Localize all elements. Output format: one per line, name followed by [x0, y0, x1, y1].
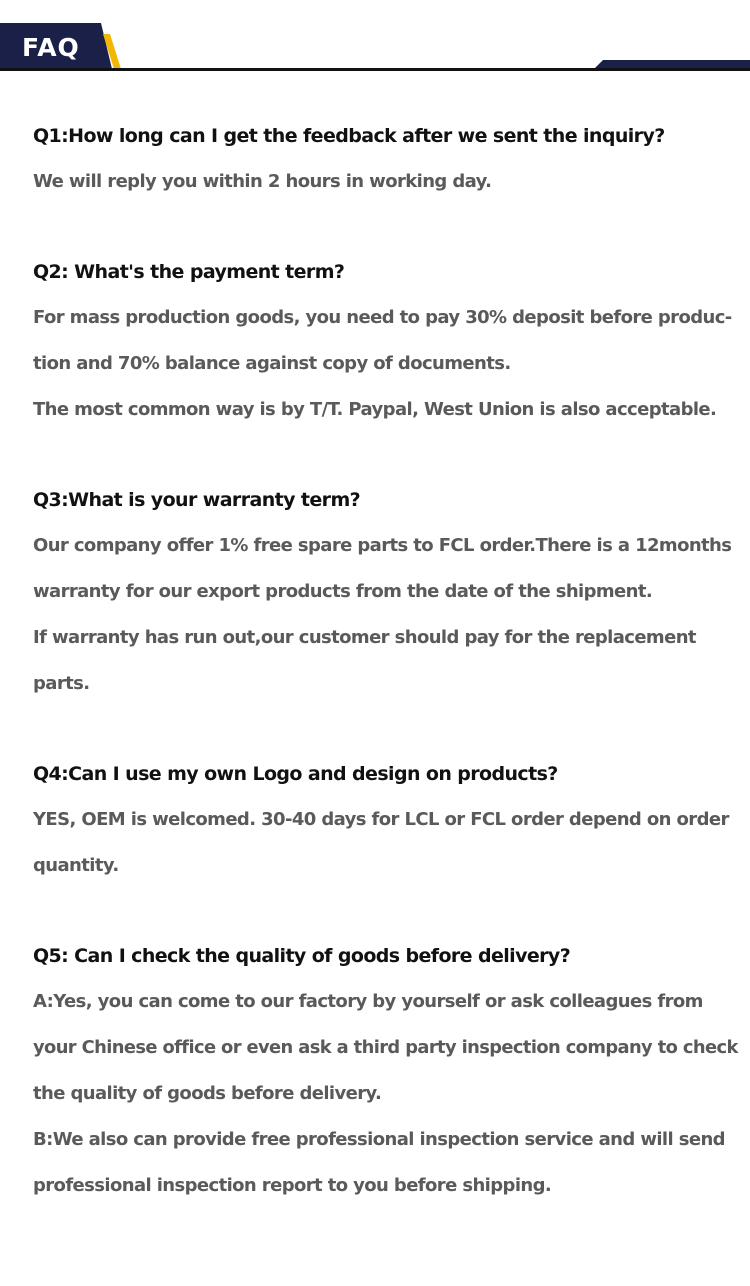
faq-header — [0, 0, 750, 80]
faq-answer-line: If warranty has run out,our customer should pay for the replacement — [33, 627, 696, 648]
faq-question: Q5: Can I check the quality of goods before delivery? — [33, 945, 571, 967]
faq-answer-line: quantity. — [33, 855, 119, 876]
header-rule — [0, 68, 750, 71]
faq-answer-line: professional inspection report to you before shipping. — [33, 1175, 552, 1196]
faq-answer-line: A:Yes, you can come to our factory by yourself or ask colleagues from — [33, 991, 703, 1012]
faq-answer-line: Our company offer 1% free spare parts to FCL order.There is a 12months — [33, 535, 732, 556]
faq-question: Q1:How long can I get the feedback after we sent the inquiry? — [33, 125, 665, 147]
faq-item — [33, 751, 738, 889]
faq-answer-line: the quality of goods before delivery. — [33, 1083, 382, 1104]
faq-answer-line: For mass production goods, you need to pay 30% deposit before produc- — [33, 307, 732, 328]
faq-list — [33, 113, 738, 1253]
faq-answer-line: YES, OEM is welcomed. 30-40 days for LCL or FCL order depend on order — [33, 809, 729, 830]
faq-item — [33, 933, 738, 1209]
faq-answer-line: B:We also can provide free professional inspection service and will send — [33, 1129, 725, 1150]
faq-item — [33, 477, 738, 707]
right-accent-bar — [595, 60, 750, 68]
faq-question: Q4:Can I use my own Logo and design on products? — [33, 763, 558, 785]
faq-answer-line: parts. — [33, 673, 90, 694]
page-title: FAQ — [22, 33, 80, 62]
faq-question: Q3:What is your warranty term? — [33, 489, 361, 511]
faq-answer-line: We will reply you within 2 hours in working day. — [33, 171, 492, 192]
faq-answer-line: The most common way is by T/T. Paypal, West Union is also acceptable. — [33, 399, 717, 420]
faq-item — [33, 249, 738, 433]
header-banner-shapes — [0, 0, 750, 80]
faq-answer-line: tion and 70% balance against copy of documents. — [33, 353, 511, 374]
faq-answer-line: your Chinese office or even ask a third party inspection company to check — [33, 1037, 738, 1058]
faq-question: Q2: What's the payment term? — [33, 261, 345, 283]
faq-item — [33, 113, 738, 205]
faq-answer-line: warranty for our export products from the date of the shipment. — [33, 581, 653, 602]
